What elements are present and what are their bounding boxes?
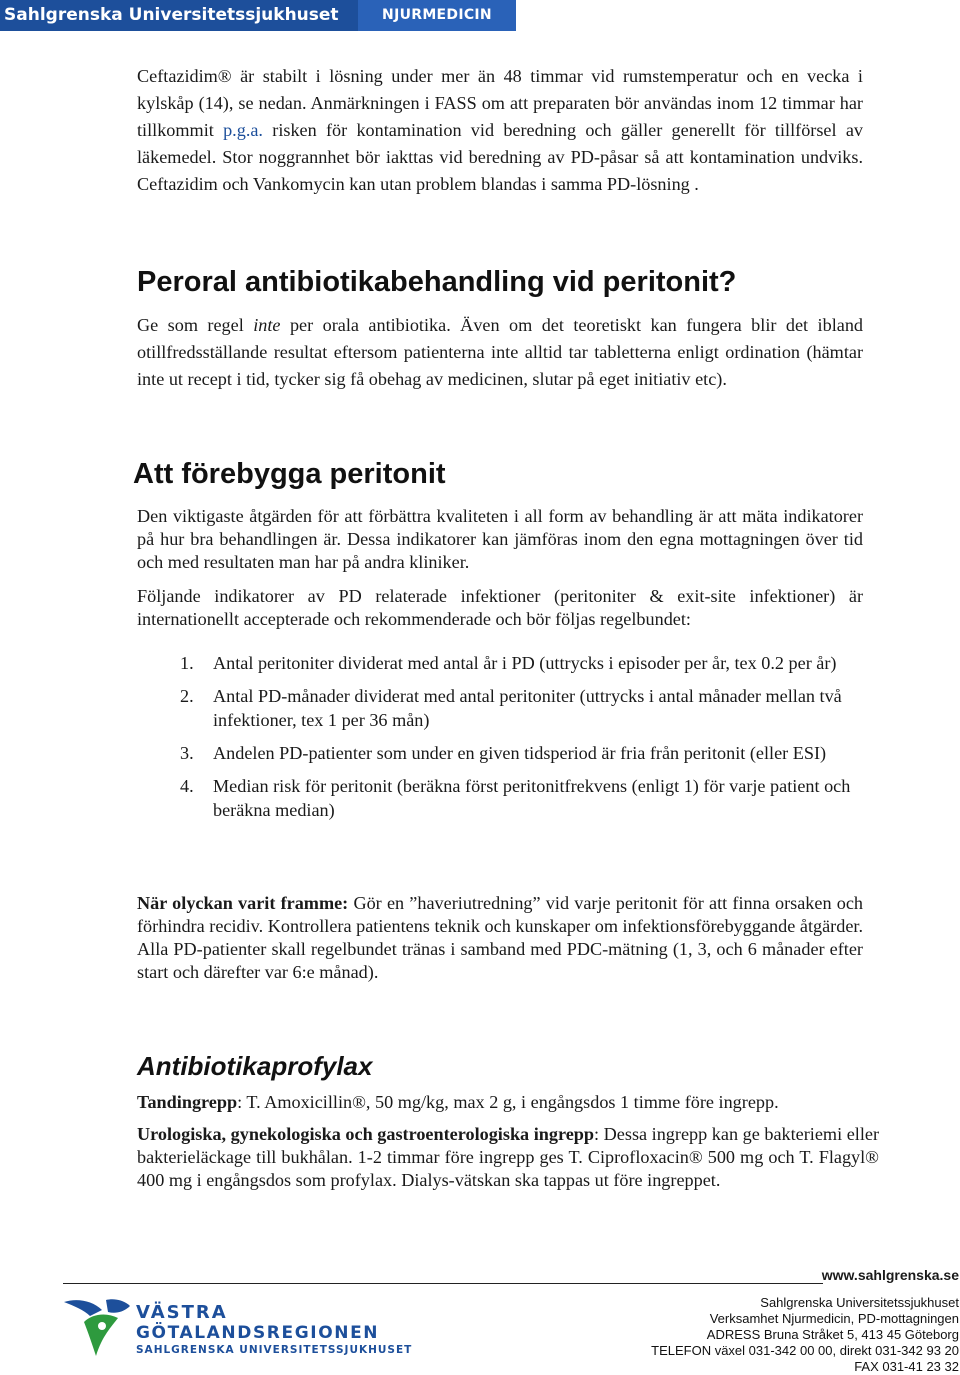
profylax-heading-wrap bbox=[137, 1051, 863, 1082]
prevention-paragraph-2: Följande indikatorer av PD relaterade infektioner (peritoniter & exit-site infektioner) är internationellt accepterade och rekommenderade och bör följas regelbundet: bbox=[137, 586, 863, 629]
footer-divider bbox=[63, 1283, 823, 1284]
address-line: Sahlgrenska Universitetssjukhuset bbox=[760, 1295, 959, 1310]
peroral-section bbox=[137, 266, 863, 299]
prevention-paragraph-1: Den viktigaste åtgärden för att förbättra kvaliteten i all form av behandling är att mäta indikatorer på hur bra behandlingen är. Dessa indikatorer kan jämföras inom den egna mottagningen över tid och med resultaten man har på andra kliniker. bbox=[137, 506, 863, 572]
intro-section bbox=[137, 63, 863, 198]
logo-line-1: VÄSTRA bbox=[136, 1302, 228, 1323]
intro-paragraph: Ceftazidim® är stabilt i lösning under mer än 48 timmar vid rumstemperatur och en vecka i kylskåp (14), se nedan. Anmärkningen i FASS om att preparaten bör användas inom 12 timmar har tillkommit p.g.a. risken för kontamination vid beredning och gäller generellt för tillförsel av läkemedel. Stor noggrannhet bör iakttas vid beredning av PD-påsar så att kontamination undviks. Ceftazidim och Vankomycin kan utan problem blandas i samma PD-lösning . bbox=[137, 66, 863, 194]
peroral-body bbox=[137, 312, 863, 393]
logo-line-3: SAHLGRENSKA UNIVERSITETSSJUKHUSET bbox=[136, 1344, 413, 1356]
profylax-heading: Antibiotikaprofylax bbox=[137, 1051, 373, 1081]
website-link[interactable]: www.sahlgrenska.se bbox=[821, 1267, 959, 1283]
prevention-heading: Att förebygga peritonit bbox=[133, 458, 446, 490]
footer-address bbox=[651, 1295, 959, 1375]
profylax-body bbox=[137, 1091, 879, 1192]
header-bar bbox=[0, 0, 960, 32]
accident-paragraph: När olyckan varit framme: Gör en ”haveriutredning” vid varje peritonit för att finna orsaken och förhindra recidiv. Kontrollera patientens teknik och kunskaper om infektionsförebyggande åtgärder. Alla PD-patienter skall regelbundet tränas i samband med PDC-mätning (1, 3, och 6 månader efter start och därefter var 6:e månad). bbox=[137, 893, 864, 982]
list-item: 1. Antal peritoniter dividerat med antal år i PD (uttrycks i episoder per år, tex 0.2 per år) bbox=[180, 653, 837, 673]
logo-line-2: GÖTALANDSREGIONEN bbox=[136, 1323, 380, 1343]
address-line: FAX 031-41 23 32 bbox=[854, 1359, 959, 1374]
list-item: 2. Antal PD-månader dividerat med antal peritoniter (uttrycks i antal månader mellan två infektioner, tex 1 per 36 mån) bbox=[180, 686, 842, 730]
list-item: 3. Andelen PD-patienter som under en given tidsperiod är fria från peritonit (eller ESI) bbox=[180, 743, 827, 763]
address-line: TELEFON växel 031-342 00 00, direkt 031-342 93 20 bbox=[651, 1343, 959, 1358]
dental-paragraph: Tandingrepp: T. Amoxicillin®, 50 mg/kg, max 2 g, i engångsdos 1 timme före ingrepp. bbox=[137, 1092, 779, 1112]
list-item: 4. Median risk för peritonit (beräkna först peritonitfrekvens (enligt 1) för varje patient och beräkna median) bbox=[180, 776, 851, 820]
region-logo bbox=[62, 1296, 413, 1360]
department-label: NJURMEDICIN bbox=[358, 0, 516, 31]
abbreviation-link[interactable]: p.g.a. bbox=[223, 120, 263, 140]
hospital-brand: Sahlgrenska Universitetssjukhuset bbox=[0, 0, 358, 31]
prevention-heading-wrap bbox=[133, 458, 859, 491]
peroral-paragraph: Ge som regel inte per orala antibiotika. Även om det teoretiskt kan fungera blir det ibland otillfredsställande resultat eftersom patienterna inte alltid tar tabletterna enligt ordination (hämtar inte ut recept i tid, tycker sig få obehag av medicinen, slutar på eget initiativ etc). bbox=[137, 315, 864, 389]
peroral-heading: Peroral antibiotikabehandling vid peritonit? bbox=[137, 266, 737, 298]
accident-section bbox=[137, 892, 863, 984]
region-logo-icon bbox=[62, 1296, 132, 1360]
prevention-body bbox=[137, 505, 863, 631]
indicator-list-wrap bbox=[137, 651, 863, 831]
urology-paragraph: Urologiska, gynekologiska och gastroenterologiska ingrepp: Dessa ingrepp kan ge bakteriemi eller bakterieläckage till bukhålan. 1-2 timmar före ingrepp ges T. Ciprofloxacin® 500 mg och T. Flagyl® 400 mg i engångsdos som profylax. Dialys-vätskan ska tappas ut före ingreppet. bbox=[137, 1124, 879, 1190]
address-line: Verksamhet Njurmedicin, PD-mottagningen bbox=[709, 1311, 959, 1326]
address-line: ADRESS Bruna Stråket 5, 413 45 Göteborg bbox=[706, 1327, 959, 1342]
indicator-list bbox=[137, 651, 863, 822]
